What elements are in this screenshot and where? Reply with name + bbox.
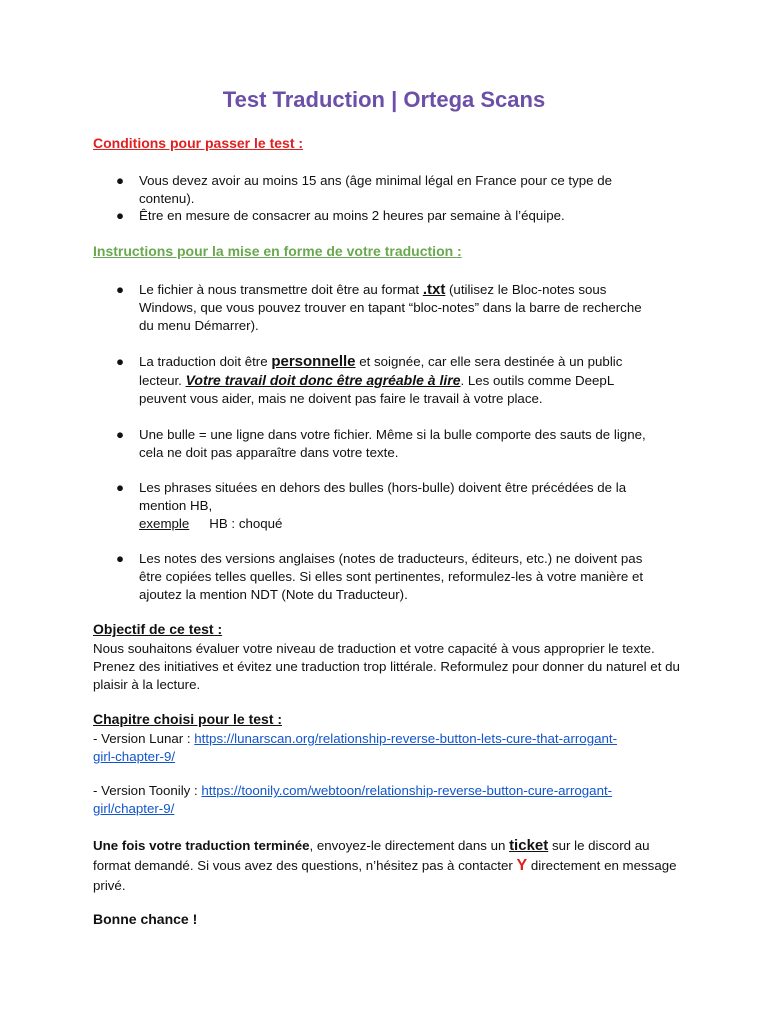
text-run: sur le discord au format demandé. Si vous avez des questions, n’hésitez pas à contacter [93, 838, 650, 873]
txt-format: .txt [422, 281, 446, 298]
bullet-icon: ● [116, 551, 125, 566]
bullet-icon: ● [116, 427, 125, 442]
lunar-line [93, 730, 683, 766]
final-instructions [93, 836, 683, 896]
toonily-label: - Version Toonily : [93, 783, 202, 798]
instructions-item-5: Les notes des versions anglaises (notes de traducteurs, éditeurs, etc.) ne doivent pas être copiées telles quelles. Si elles sont pertinentes, reformulez-les à votre manière et ajoutez la mention NDT (Note du Traducteur). [139, 551, 644, 602]
page-title: Test Traduction | Ortega Scans [222, 87, 546, 112]
chapitre-heading: Chapitre choisi pour le test : [93, 711, 283, 727]
toonily-link-continued[interactable]: girl/chapter-9/ [93, 801, 175, 816]
text-run: Le fichier à nous transmettre doit être au format [139, 282, 423, 297]
lunar-label: - Version Lunar : [93, 731, 195, 746]
bullet-icon: ● [116, 282, 125, 297]
instructions-item-4 [139, 479, 659, 533]
text-run: et soignée, car elle sera destinée à un public lecteur. [139, 354, 623, 388]
conditions-heading: Conditions pour passer le test : [93, 135, 304, 151]
objectif-heading: Objectif de ce test : [93, 621, 223, 637]
ticket-emphasis: ticket [509, 837, 549, 854]
closing-text: Bonne chance ! [93, 911, 198, 927]
objectif-text: Nous souhaitons évaluer votre niveau de traduction et votre capacité à vous approprier le texte. Prenez des initiatives et évitez une traduction trop littérale. Reformulez pour donner du naturel et du plaisir à la lecture. [93, 641, 680, 692]
toonily-link[interactable]: https://toonily.com/webtoon/relationship-reverse-button-cure-arrogant- [201, 783, 613, 798]
final-intro: Une fois votre traduction terminée [93, 838, 310, 853]
toonily-line [93, 782, 683, 818]
text-run: . Les outils comme DeepL peuvent vous aider, mais ne doivent pas faire le travail à votre place. [139, 373, 614, 406]
example-value: HB : choqué [209, 516, 283, 531]
text-run: (utilisez le Bloc-notes sous Windows, que vous pouvez trouver en tapant “bloc-notes” dans la barre de recherche du menu Démarrer). [139, 282, 642, 333]
contact-y: Y [516, 857, 528, 874]
text-run: directement en message privé. [93, 858, 677, 893]
text-run: , envoyez-le directement dans un [309, 838, 510, 853]
instructions-item-2 [139, 353, 659, 408]
bullet-icon: ● [116, 173, 125, 188]
instructions-item-1 [139, 281, 659, 335]
bullet-icon: ● [116, 208, 125, 223]
personnelle-emphasis: personnelle [271, 353, 356, 370]
bullet-icon: ● [116, 354, 125, 369]
instructions-item-3: Une bulle = une ligne dans votre fichier. Même si la bulle comporte des sauts de ligne, cela ne doit pas apparaître dans votre texte. [139, 427, 646, 460]
text-run: Les phrases situées en dehors des bulles (hors-bulle) doivent être précédées de la mention HB, [139, 480, 627, 513]
agreable-emphasis: Votre travail doit donc être agréable à lire [185, 372, 461, 388]
conditions-item-1: Vous devez avoir au moins 15 ans (âge minimal légal en France pour ce type de contenu). [139, 173, 613, 206]
lunar-link-continued[interactable]: girl-chapter-9/ [93, 749, 176, 764]
instructions-heading: Instructions pour la mise en forme de votre traduction : [93, 243, 462, 259]
bullet-icon: ● [116, 480, 125, 495]
lunar-link[interactable]: https://lunarscan.org/relationship-reverse-button-lets-cure-that-arrogant- [194, 731, 618, 746]
text-run: La traduction doit être [139, 354, 272, 369]
example-line [139, 515, 659, 533]
example-label: exemple [139, 516, 190, 531]
conditions-item-2: Être en mesure de consacrer au moins 2 heures par semaine à l’équipe. [139, 208, 565, 223]
